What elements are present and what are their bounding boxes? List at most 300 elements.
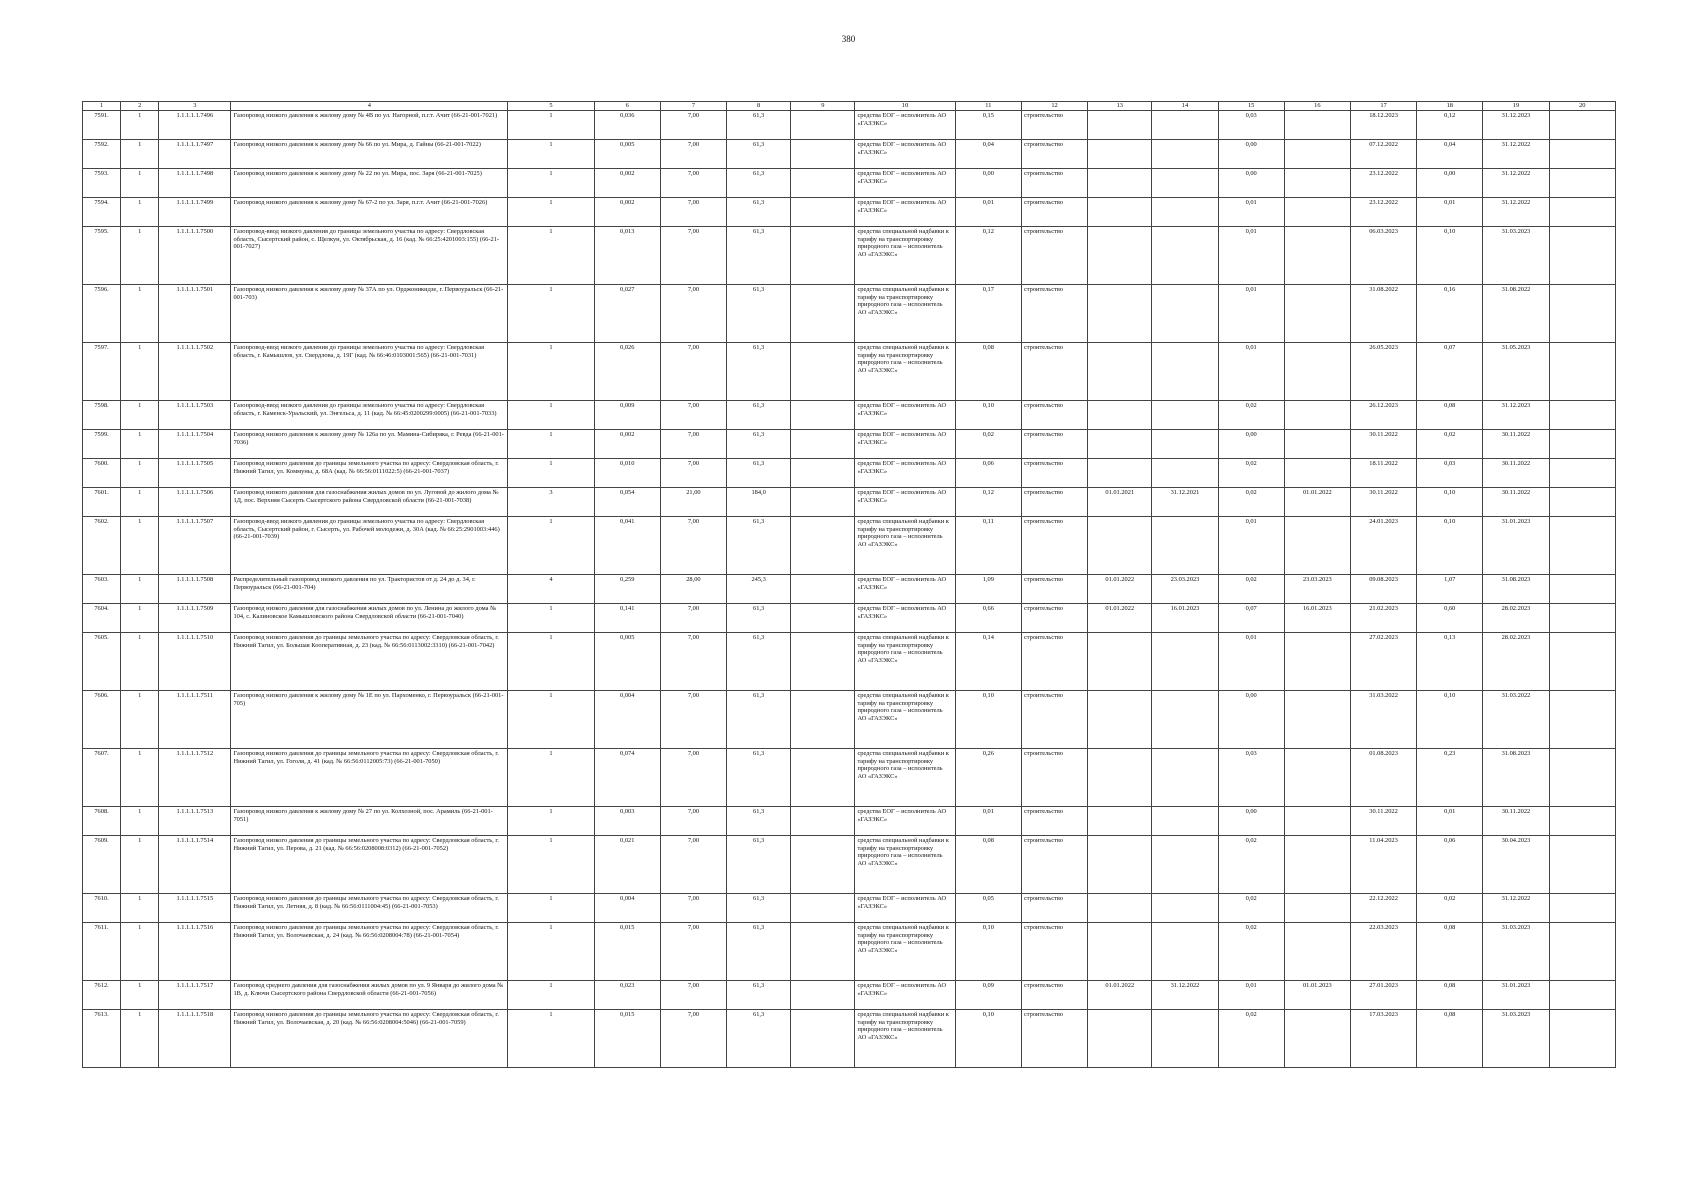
header-cell-19: 19 <box>1483 102 1549 111</box>
col17-cell: 24.01.2023 <box>1350 517 1416 575</box>
table-row <box>83 285 1616 343</box>
col17-cell: 30.11.2022 <box>1350 488 1416 517</box>
col20-cell <box>1549 285 1615 343</box>
col11-cell: 0,12 <box>955 488 1021 517</box>
name-cell: Газопровод низкого давления к жилому дому № 67-2 по ул. Заря, п.г.т. Ачит (66-21-001-7026) <box>231 198 508 227</box>
col20-cell <box>1549 227 1615 285</box>
header-cell-7: 7 <box>660 102 726 111</box>
col2-cell: 1 <box>121 604 159 633</box>
col17-cell: 26.12.2023 <box>1350 401 1416 430</box>
col19-cell: 30.04.2023 <box>1483 836 1549 894</box>
work-type-cell: строительство <box>1021 198 1087 227</box>
col20-cell <box>1549 111 1615 140</box>
work-type-cell: строительство <box>1021 459 1087 488</box>
col8-cell: 61,3 <box>727 285 791 343</box>
col11-cell: 0,10 <box>955 401 1021 430</box>
col7-cell: 7,00 <box>660 111 726 140</box>
header-cell-16: 16 <box>1284 102 1350 111</box>
col13-cell: 01.01.2022 <box>1088 981 1152 1010</box>
name-cell: Газопровод низкого давления к жилому дому № 27 по ул. Колхозной, пос. Арамиль (66-21-001-7051) <box>231 807 508 836</box>
header-cell-15: 15 <box>1218 102 1284 111</box>
col16-cell <box>1284 749 1350 807</box>
col8-cell: 61,3 <box>727 227 791 285</box>
row-number-cell: 7601. <box>83 488 121 517</box>
col17-cell: 22.12.2022 <box>1350 894 1416 923</box>
col2-cell: 1 <box>121 285 159 343</box>
table-row <box>83 401 1616 430</box>
work-type-cell: строительство <box>1021 604 1087 633</box>
work-type-cell: строительство <box>1021 691 1087 749</box>
col16-cell <box>1284 459 1350 488</box>
col20-cell <box>1549 488 1615 517</box>
col14-cell: 31.12.2021 <box>1152 488 1218 517</box>
col11-cell: 0,14 <box>955 633 1021 691</box>
col9-cell <box>791 285 855 343</box>
col15-cell: 0,01 <box>1218 343 1284 401</box>
row-number-cell: 7596. <box>83 285 121 343</box>
col5-cell: 1 <box>508 517 594 575</box>
name-cell: Газопровод низкого давления к жилому дому № 126а по ул. Мамина-Сибиряка, г. Ревда (66-21-001-7036) <box>231 430 508 459</box>
col15-cell: 0,02 <box>1218 459 1284 488</box>
col11-cell: 0,10 <box>955 691 1021 749</box>
col11-cell: 1,09 <box>955 575 1021 604</box>
col9-cell <box>791 111 855 140</box>
col13-cell <box>1088 459 1152 488</box>
col9-cell <box>791 430 855 459</box>
col14-cell <box>1152 1010 1218 1068</box>
col5-cell: 1 <box>508 981 594 1010</box>
name-cell: Газопровод-ввод низкого давления до границы земельного участка по адресу: Свердловская область, Сысертский район, с. Щелкун, ул. Октябрьская, д. 16 (кад. № 66:25:4201003:155) (66-21-001-7027) <box>231 227 508 285</box>
name-cell: Газопровод низкого давления к жилому дому № 1Е по ул. Пархоменко, г. Первоуральск (66-21-001-705) <box>231 691 508 749</box>
col9-cell <box>791 198 855 227</box>
row-number-cell: 7602. <box>83 517 121 575</box>
col16-cell <box>1284 343 1350 401</box>
row-number-cell: 7593. <box>83 169 121 198</box>
col14-cell <box>1152 343 1218 401</box>
col18-cell: 0,01 <box>1417 198 1483 227</box>
col13-cell <box>1088 923 1152 981</box>
code-cell: 1.1.1.1.1.7511 <box>159 691 231 749</box>
code-cell: 1.1.1.1.1.7497 <box>159 140 231 169</box>
col7-cell: 7,00 <box>660 198 726 227</box>
col5-cell: 1 <box>508 198 594 227</box>
header-cell-1: 1 <box>83 102 121 111</box>
col5-cell: 1 <box>508 633 594 691</box>
col13-cell <box>1088 111 1152 140</box>
col7-cell: 7,00 <box>660 836 726 894</box>
col5-cell: 1 <box>508 604 594 633</box>
col20-cell <box>1549 749 1615 807</box>
col14-cell <box>1152 401 1218 430</box>
col14-cell <box>1152 111 1218 140</box>
code-cell: 1.1.1.1.1.7518 <box>159 1010 231 1068</box>
name-cell: Газопровод низкого давления до границы земельного участка по адресу: Свердловская область, г. Нижний Тагил, ул. Перова, д. 21 (кад. № 66:56:0208008:0312) (66-21-001-7052) <box>231 836 508 894</box>
col13-cell: 01.01.2022 <box>1088 604 1152 633</box>
col8-cell: 61,3 <box>727 691 791 749</box>
name-cell: Газопровод низкого давления к жилому дому № 37А по ул. Орджоникидзе, г. Первоуральск (66-21-001-703) <box>231 285 508 343</box>
col7-cell: 7,00 <box>660 604 726 633</box>
col19-cell: 31.08.2022 <box>1483 285 1549 343</box>
code-cell: 1.1.1.1.1.7498 <box>159 169 231 198</box>
source-cell: средства ЕОГ – исполнитель АО «ГАЗЭКС» <box>855 401 955 430</box>
col6-cell: 0,015 <box>594 923 660 981</box>
row-number-cell: 7610. <box>83 894 121 923</box>
source-cell: средства специальной надбавки к тарифу на транспортировку природного газа – исполнитель АО «ГАЗЭКС» <box>855 923 955 981</box>
work-type-cell: строительство <box>1021 807 1087 836</box>
col13-cell <box>1088 1010 1152 1068</box>
col9-cell <box>791 691 855 749</box>
col2-cell: 1 <box>121 140 159 169</box>
work-type-cell: строительство <box>1021 633 1087 691</box>
col14-cell <box>1152 430 1218 459</box>
col20-cell <box>1549 430 1615 459</box>
col19-cell: 31.12.2023 <box>1483 111 1549 140</box>
col17-cell: 01.08.2023 <box>1350 749 1416 807</box>
col19-cell: 31.03.2023 <box>1483 227 1549 285</box>
work-type-cell: строительство <box>1021 517 1087 575</box>
col9-cell <box>791 517 855 575</box>
col19-cell: 30.11.2022 <box>1483 488 1549 517</box>
col16-cell <box>1284 691 1350 749</box>
col2-cell: 1 <box>121 111 159 140</box>
col8-cell: 61,3 <box>727 894 791 923</box>
col17-cell: 21.02.2023 <box>1350 604 1416 633</box>
col20-cell <box>1549 401 1615 430</box>
col19-cell: 30.11.2022 <box>1483 459 1549 488</box>
col18-cell: 0,08 <box>1417 923 1483 981</box>
col16-cell <box>1284 285 1350 343</box>
header-cell-9: 9 <box>791 102 855 111</box>
col9-cell <box>791 169 855 198</box>
col13-cell: 01.01.2021 <box>1088 488 1152 517</box>
table-row <box>83 981 1616 1010</box>
col2-cell: 1 <box>121 633 159 691</box>
work-type-cell: строительство <box>1021 401 1087 430</box>
col6-cell: 0,074 <box>594 749 660 807</box>
source-cell: средства ЕОГ – исполнитель АО «ГАЗЭКС» <box>855 198 955 227</box>
col15-cell: 0,02 <box>1218 836 1284 894</box>
name-cell: Распределительный газопровод низкого давления по ул. Трактористов от д. 24 до д. 34, г. Первоуральск (66-21-001-704) <box>231 575 508 604</box>
col19-cell: 31.01.2023 <box>1483 981 1549 1010</box>
col6-cell: 0,005 <box>594 633 660 691</box>
col8-cell: 61,3 <box>727 836 791 894</box>
col5-cell: 1 <box>508 459 594 488</box>
col17-cell: 18.11.2022 <box>1350 459 1416 488</box>
col6-cell: 0,036 <box>594 111 660 140</box>
header-cell-6: 6 <box>594 102 660 111</box>
col7-cell: 7,00 <box>660 749 726 807</box>
col8-cell: 61,3 <box>727 604 791 633</box>
table-row <box>83 198 1616 227</box>
code-cell: 1.1.1.1.1.7513 <box>159 807 231 836</box>
name-cell: Газопровод низкого давления для газоснабжения жилых домов по ул. Ленина до жилого дома № 104, с. Калиновское Камышловского района Свердловской области (66-21-001-7040) <box>231 604 508 633</box>
col17-cell: 22.03.2023 <box>1350 923 1416 981</box>
col5-cell: 1 <box>508 807 594 836</box>
col6-cell: 0,259 <box>594 575 660 604</box>
col2-cell: 1 <box>121 169 159 198</box>
code-cell: 1.1.1.1.1.7503 <box>159 401 231 430</box>
table-row <box>83 807 1616 836</box>
col9-cell <box>791 140 855 169</box>
col18-cell: 0,60 <box>1417 604 1483 633</box>
col8-cell: 61,3 <box>727 807 791 836</box>
col6-cell: 0,005 <box>594 140 660 169</box>
col9-cell <box>791 227 855 285</box>
col17-cell: 18.12.2023 <box>1350 111 1416 140</box>
col19-cell: 28.02.2023 <box>1483 633 1549 691</box>
col17-cell: 11.04.2023 <box>1350 836 1416 894</box>
header-cell-17: 17 <box>1350 102 1416 111</box>
col16-cell <box>1284 517 1350 575</box>
col16-cell <box>1284 1010 1350 1068</box>
row-number-cell: 7607. <box>83 749 121 807</box>
col5-cell: 1 <box>508 1010 594 1068</box>
col9-cell <box>791 575 855 604</box>
col20-cell <box>1549 198 1615 227</box>
col11-cell: 0,02 <box>955 430 1021 459</box>
col18-cell: 0,06 <box>1417 836 1483 894</box>
col20-cell <box>1549 981 1615 1010</box>
col18-cell: 0,10 <box>1417 517 1483 575</box>
col13-cell <box>1088 285 1152 343</box>
col17-cell: 06.03.2023 <box>1350 227 1416 285</box>
col20-cell <box>1549 517 1615 575</box>
code-cell: 1.1.1.1.1.7501 <box>159 285 231 343</box>
col11-cell: 0,11 <box>955 517 1021 575</box>
row-number-cell: 7592. <box>83 140 121 169</box>
code-cell: 1.1.1.1.1.7510 <box>159 633 231 691</box>
col9-cell <box>791 836 855 894</box>
col17-cell: 26.05.2023 <box>1350 343 1416 401</box>
col20-cell <box>1549 691 1615 749</box>
col11-cell: 0,10 <box>955 923 1021 981</box>
col15-cell: 0,00 <box>1218 807 1284 836</box>
code-cell: 1.1.1.1.1.7509 <box>159 604 231 633</box>
col20-cell <box>1549 459 1615 488</box>
col11-cell: 0,08 <box>955 343 1021 401</box>
col15-cell: 0,00 <box>1218 140 1284 169</box>
table-row <box>83 575 1616 604</box>
col18-cell: 1,07 <box>1417 575 1483 604</box>
col13-cell <box>1088 169 1152 198</box>
col2-cell: 1 <box>121 749 159 807</box>
col19-cell: 31.03.2023 <box>1483 923 1549 981</box>
col15-cell: 0,01 <box>1218 981 1284 1010</box>
source-cell: средства специальной надбавки к тарифу на транспортировку природного газа – исполнитель АО «ГАЗЭКС» <box>855 749 955 807</box>
table-row <box>83 923 1616 981</box>
col14-cell <box>1152 169 1218 198</box>
name-cell: Газопровод низкого давления до границы земельного участка по адресу: Свердловская область, г. Нижний Тагил, ул. Коммуны, д. 68А (кад. № 66:56:0111022:5) (66-21-001-7037) <box>231 459 508 488</box>
col14-cell <box>1152 459 1218 488</box>
work-type-cell: строительство <box>1021 749 1087 807</box>
col17-cell: 30.11.2022 <box>1350 430 1416 459</box>
col11-cell: 0,00 <box>955 169 1021 198</box>
name-cell: Газопровод низкого давления до границы земельного участка по адресу: Свердловская область, г. Нижний Тагил, ул. Волочаевская, д. 20 (кад. № 66:56:0208004:5046) (66-21-001-7059) <box>231 1010 508 1068</box>
col11-cell: 0,09 <box>955 981 1021 1010</box>
col2-cell: 1 <box>121 575 159 604</box>
source-cell: средства ЕОГ – исполнитель АО «ГАЗЭКС» <box>855 459 955 488</box>
work-type-cell: строительство <box>1021 343 1087 401</box>
row-number-cell: 7599. <box>83 430 121 459</box>
col6-cell: 0,002 <box>594 430 660 459</box>
work-type-cell: строительство <box>1021 1010 1087 1068</box>
col17-cell: 31.03.2022 <box>1350 691 1416 749</box>
col5-cell: 1 <box>508 227 594 285</box>
row-number-cell: 7594. <box>83 198 121 227</box>
col2-cell: 1 <box>121 517 159 575</box>
col13-cell <box>1088 198 1152 227</box>
col16-cell: 23.03.2023 <box>1284 575 1350 604</box>
col16-cell <box>1284 227 1350 285</box>
col15-cell: 0,07 <box>1218 604 1284 633</box>
col5-cell: 4 <box>508 575 594 604</box>
col18-cell: 0,13 <box>1417 633 1483 691</box>
col6-cell: 0,027 <box>594 285 660 343</box>
col6-cell: 0,009 <box>594 401 660 430</box>
table-row <box>83 749 1616 807</box>
col7-cell: 7,00 <box>660 1010 726 1068</box>
col6-cell: 0,002 <box>594 169 660 198</box>
header-cell-8: 8 <box>727 102 791 111</box>
col18-cell: 0,16 <box>1417 285 1483 343</box>
col5-cell: 1 <box>508 285 594 343</box>
col9-cell <box>791 807 855 836</box>
col17-cell: 30.11.2022 <box>1350 807 1416 836</box>
row-number-cell: 7605. <box>83 633 121 691</box>
name-cell: Газопровод-ввод низкого давления до границы земельного участка по адресу: Свердловская область, г. Камышлов, ул. Свердлова, д. 19Г (кад. № 66:46:0103001:565) (66-21-001-7031) <box>231 343 508 401</box>
work-type-cell: строительство <box>1021 227 1087 285</box>
col18-cell: 0,08 <box>1417 401 1483 430</box>
col15-cell: 0,00 <box>1218 169 1284 198</box>
col9-cell <box>791 1010 855 1068</box>
source-cell: средства ЕОГ – исполнитель АО «ГАЗЭКС» <box>855 169 955 198</box>
col15-cell: 0,02 <box>1218 1010 1284 1068</box>
name-cell: Газопровод-ввод низкого давления до границы земельного участка по адресу: Свердловская область, г. Каменск-Уральский, ул. Энгельса, д. 11 (кад. № 66:45:0200299:0005) (66-21-001-7033) <box>231 401 508 430</box>
col15-cell: 0,02 <box>1218 488 1284 517</box>
col19-cell: 31.08.2023 <box>1483 575 1549 604</box>
header-cell-13: 13 <box>1088 102 1152 111</box>
name-cell: Газопровод низкого давления до границы земельного участка по адресу: Свердловская область, г. Нижний Тагил, ул. Летняя, д. 8 (кад. № 66:56:0111004:45) (66-21-001-7053) <box>231 894 508 923</box>
col20-cell <box>1549 604 1615 633</box>
code-cell: 1.1.1.1.1.7507 <box>159 517 231 575</box>
col8-cell: 61,3 <box>727 198 791 227</box>
col19-cell: 31.12.2022 <box>1483 894 1549 923</box>
work-type-cell: строительство <box>1021 430 1087 459</box>
col9-cell <box>791 604 855 633</box>
code-cell: 1.1.1.1.1.7499 <box>159 198 231 227</box>
work-type-cell: строительство <box>1021 981 1087 1010</box>
col2-cell: 1 <box>121 198 159 227</box>
col8-cell: 184,0 <box>727 488 791 517</box>
table-row <box>83 633 1616 691</box>
col2-cell: 1 <box>121 923 159 981</box>
col6-cell: 0,013 <box>594 227 660 285</box>
col15-cell: 0,00 <box>1218 430 1284 459</box>
col15-cell: 0,03 <box>1218 111 1284 140</box>
col2-cell: 1 <box>121 459 159 488</box>
col16-cell <box>1284 401 1350 430</box>
col7-cell: 7,00 <box>660 981 726 1010</box>
name-cell: Газопровод низкого давления до границы земельного участка по адресу: Свердловская область, г. Нижний Тагил, ул. Большая Кооперативная, д. 23 (кад. № 66:56:0113002:3310) (66-21-001-7042) <box>231 633 508 691</box>
source-cell: средства специальной надбавки к тарифу на транспортировку природного газа – исполнитель АО «ГАЗЭКС» <box>855 517 955 575</box>
header-cell-20: 20 <box>1549 102 1615 111</box>
source-cell: средства ЕОГ – исполнитель АО «ГАЗЭКС» <box>855 111 955 140</box>
row-number-cell: 7591. <box>83 111 121 140</box>
col9-cell <box>791 401 855 430</box>
col2-cell: 1 <box>121 691 159 749</box>
col20-cell <box>1549 169 1615 198</box>
col14-cell <box>1152 749 1218 807</box>
col7-cell: 7,00 <box>660 285 726 343</box>
col18-cell: 0,03 <box>1417 459 1483 488</box>
col9-cell <box>791 749 855 807</box>
row-number-cell: 7611. <box>83 923 121 981</box>
col16-cell <box>1284 111 1350 140</box>
col11-cell: 0,01 <box>955 807 1021 836</box>
col16-cell: 01.01.2022 <box>1284 488 1350 517</box>
col13-cell <box>1088 749 1152 807</box>
col9-cell <box>791 488 855 517</box>
col6-cell: 0,010 <box>594 459 660 488</box>
col18-cell: 0,07 <box>1417 343 1483 401</box>
col8-cell: 61,3 <box>727 111 791 140</box>
table-row <box>83 836 1616 894</box>
code-cell: 1.1.1.1.1.7506 <box>159 488 231 517</box>
col7-cell: 7,00 <box>660 633 726 691</box>
col7-cell: 7,00 <box>660 923 726 981</box>
col7-cell: 7,00 <box>660 459 726 488</box>
col19-cell: 30.11.2022 <box>1483 430 1549 459</box>
col19-cell: 31.03.2023 <box>1483 1010 1549 1068</box>
col14-cell <box>1152 285 1218 343</box>
col15-cell: 0,01 <box>1218 285 1284 343</box>
col7-cell: 7,00 <box>660 894 726 923</box>
col14-cell <box>1152 140 1218 169</box>
col5-cell: 1 <box>508 111 594 140</box>
col14-cell: 16.01.2023 <box>1152 604 1218 633</box>
col18-cell: 0,10 <box>1417 227 1483 285</box>
col11-cell: 0,12 <box>955 227 1021 285</box>
row-number-cell: 7598. <box>83 401 121 430</box>
col18-cell: 0,08 <box>1417 981 1483 1010</box>
col5-cell: 1 <box>508 894 594 923</box>
code-cell: 1.1.1.1.1.7515 <box>159 894 231 923</box>
col8-cell: 61,3 <box>727 140 791 169</box>
name-cell: Газопровод низкого давления до границы земельного участка по адресу: Свердловская область, г. Нижний Тагил, ул. Волочаевская, д. 24 (кад. № 66:56:0208004:78) (66-21-001-7054) <box>231 923 508 981</box>
source-cell: средства специальной надбавки к тарифу на транспортировку природного газа – исполнитель АО «ГАЗЭКС» <box>855 836 955 894</box>
source-cell: средства специальной надбавки к тарифу на транспортировку природного газа – исполнитель АО «ГАЗЭКС» <box>855 1010 955 1068</box>
table-row <box>83 691 1616 749</box>
col13-cell <box>1088 517 1152 575</box>
header-cell-12: 12 <box>1021 102 1087 111</box>
col7-cell: 7,00 <box>660 401 726 430</box>
col14-cell: 31.12.2022 <box>1152 981 1218 1010</box>
col19-cell: 31.12.2022 <box>1483 169 1549 198</box>
col9-cell <box>791 633 855 691</box>
source-cell: средства специальной надбавки к тарифу на транспортировку природного газа – исполнитель АО «ГАЗЭКС» <box>855 343 955 401</box>
header-cell-4: 4 <box>231 102 508 111</box>
col11-cell: 0,08 <box>955 836 1021 894</box>
col16-cell <box>1284 198 1350 227</box>
col7-cell: 7,00 <box>660 140 726 169</box>
source-cell: средства ЕОГ – исполнитель АО «ГАЗЭКС» <box>855 604 955 633</box>
col16-cell: 01.01.2023 <box>1284 981 1350 1010</box>
col17-cell: 31.08.2022 <box>1350 285 1416 343</box>
col13-cell <box>1088 633 1152 691</box>
col15-cell: 0,01 <box>1218 517 1284 575</box>
table-row <box>83 430 1616 459</box>
col8-cell: 61,3 <box>727 459 791 488</box>
